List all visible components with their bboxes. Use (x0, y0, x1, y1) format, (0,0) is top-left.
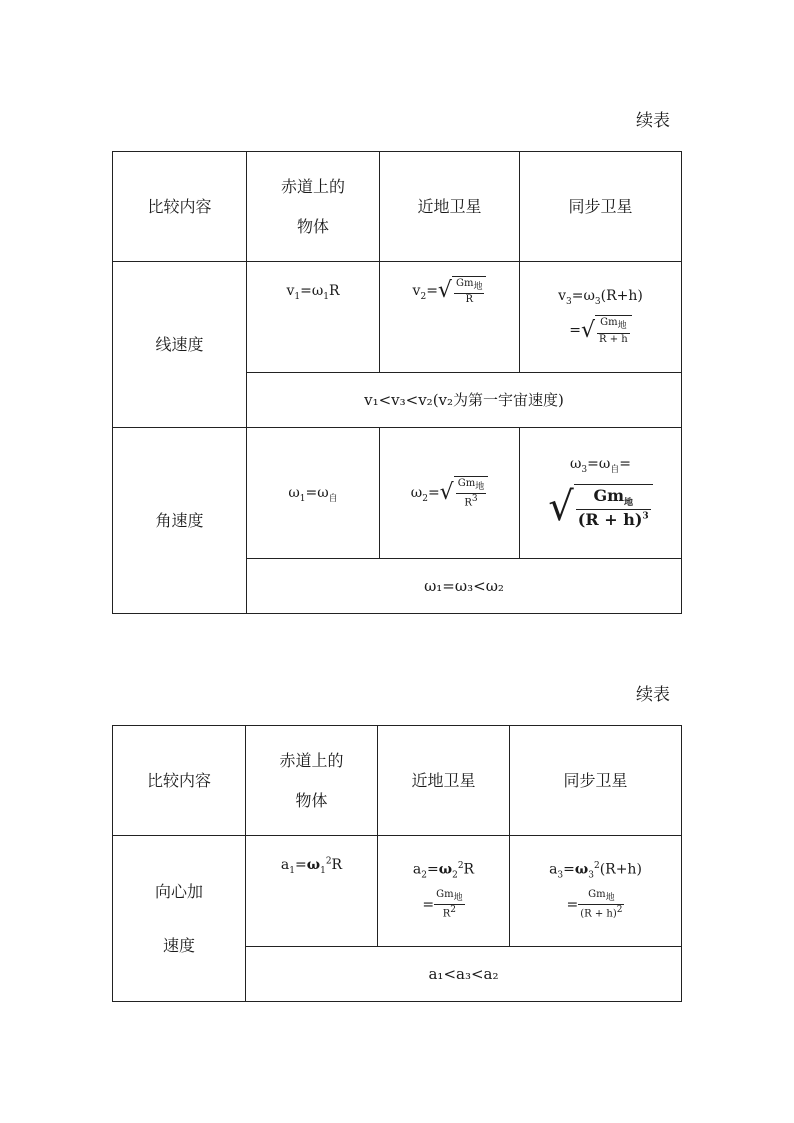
header-compare: 比较内容 (113, 726, 246, 836)
header-near-earth: 近地卫星 (378, 726, 510, 836)
accel-summary: a₁<a₃<a₂ (246, 947, 682, 1002)
header-equator-object: 赤道上的 物体 (246, 726, 378, 836)
linear-v2-formula: $v_2=√$ $\frac{Gm_地}{R}$ (380, 262, 520, 373)
linear-velocity-summary: v₁<v₃<v₂(v₂为第一宇宙速度) (247, 373, 682, 428)
angular-velocity-row (113, 428, 682, 559)
angular-w2-formula: $\omega_2=√$ $\frac{Gm_地}{R^3}$ (380, 428, 520, 559)
header-compare: 比较内容 (113, 152, 247, 262)
header-sync: 同步卫星 (510, 726, 682, 836)
comparison-table-2 (112, 725, 682, 1002)
angular-velocity-label: 角速度 (113, 428, 247, 614)
header-equator-object: 赤道上的 物体 (247, 152, 380, 262)
accel-a3-formula: $a_3=\omega_3^2(R+h)$ = $\frac{Gm_地}{(R + h)^2}$ (510, 836, 682, 947)
accel-label: 向心加 速度 (113, 836, 246, 1002)
accel-a1-formula: $a_1=\omega_1^2R$ (246, 836, 378, 947)
header-near-earth: 近地卫星 (380, 152, 520, 262)
comparison-table-1 (112, 151, 682, 614)
header-row (113, 726, 682, 836)
header-sync: 同步卫星 (520, 152, 682, 262)
header-row (113, 152, 682, 262)
angular-velocity-summary: ω₁=ω₃<ω₂ (247, 559, 682, 614)
linear-velocity-label: 线速度 (113, 262, 247, 428)
table1-caption: 续表 (636, 111, 670, 131)
angular-w1-formula: $\omega_1=\omega_自$ (247, 428, 380, 559)
accel-row (113, 836, 682, 947)
linear-v1-formula: $v_1=\omega_1R$ (247, 262, 380, 373)
linear-v3-formula: $v_3=\omega_3(R+h)$ =√ $\frac{Gm_地}{R + h}$ (520, 262, 682, 373)
linear-velocity-row (113, 262, 682, 373)
angular-w3-formula: $\omega_3=\omega_自=$ √ $\frac{Gm_地}{(R + h)^3}$ (520, 428, 682, 559)
accel-a2-formula: $a_2=\omega_2^2R$ = $\frac{Gm_地}{R^2}$ (378, 836, 510, 947)
table2-caption: 续表 (636, 685, 670, 705)
